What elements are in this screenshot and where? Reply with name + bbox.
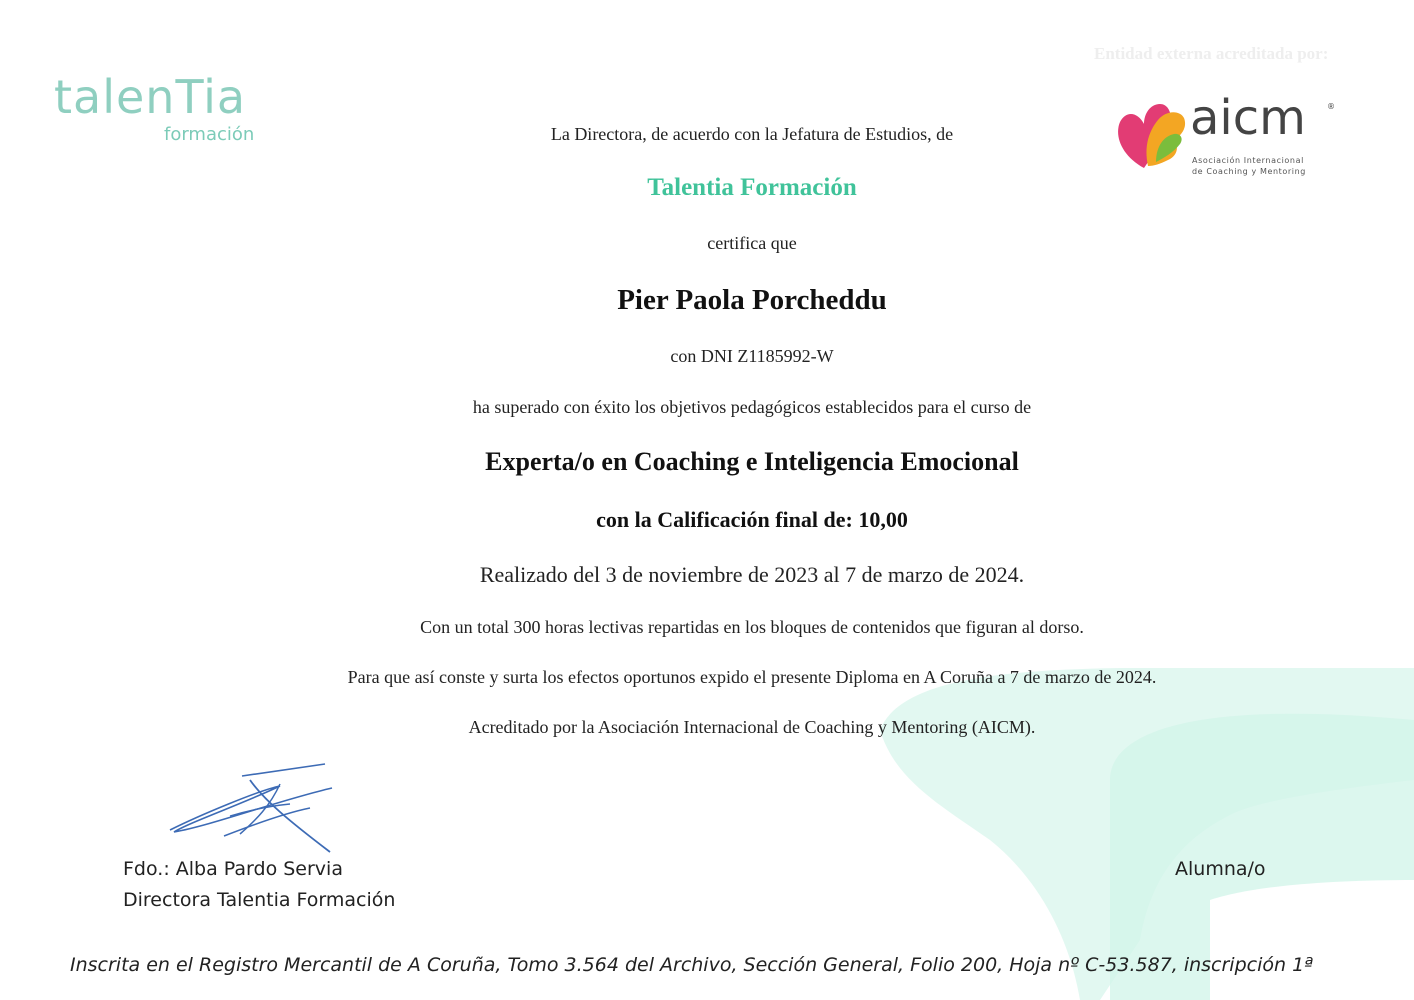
registry-footer: Inscrita en el Registro Mercantil de A Coruña, Tomo 3.564 del Archivo, Sección General, Folio 200, Hoja nº C-53.587, inscripción 1ª: [70, 954, 1314, 976]
aicm-wordmark: aicm: [1190, 90, 1306, 146]
intro-text: La Directora, de acuerdo con la Jefatura de Estudios, de: [550, 124, 954, 144]
accreditation-caption: Entidad externa acreditada por:: [1094, 44, 1329, 63]
accreditation-statement: Acreditado por la Asociación Internacional de Coaching y Mentoring (AICM).: [468, 717, 1036, 737]
student-signature-label: Alumna/o: [1175, 858, 1266, 880]
student-name: Pier Paola Porcheddu: [617, 284, 887, 316]
director-name: Fdo.: Alba Pardo Servia: [123, 858, 343, 880]
issue-statement: Para que así conste y surta los efectos oportunos expido el presente Diploma en A Coruña a 7 de marzo de 2024.: [347, 667, 1157, 687]
director-signature: [160, 760, 350, 860]
certifies-text: certifica que: [707, 233, 797, 253]
achievement-text: ha superado con éxito los objetivos pedagógicos establecidos para el curso de: [472, 397, 1032, 417]
talentia-tagline: formación: [164, 124, 255, 145]
aicm-logo-line1: Asociación Internacional: [1192, 156, 1304, 165]
final-grade: con la Calificación final de: 10,00: [596, 507, 908, 532]
institution-name: Talentia Formación: [647, 174, 857, 201]
registered-mark-icon: ®: [1327, 102, 1335, 111]
course-dates: Realizado del 3 de noviembre de 2023 al 7 de marzo de 2024.: [479, 562, 1025, 587]
student-dni: con DNI Z1185992-W: [670, 346, 834, 366]
director-role: Directora Talentia Formación: [123, 889, 396, 911]
talentia-wordmark: talenTia: [54, 70, 247, 124]
course-title: Experta/o en Coaching e Inteligencia Emocional: [485, 447, 1019, 476]
aicm-logo-line2: de Coaching y Mentoring: [1192, 167, 1306, 176]
course-hours: Con un total 300 horas lectivas repartidas en los bloques de contenidos que figuran al dorso.: [420, 617, 1084, 637]
